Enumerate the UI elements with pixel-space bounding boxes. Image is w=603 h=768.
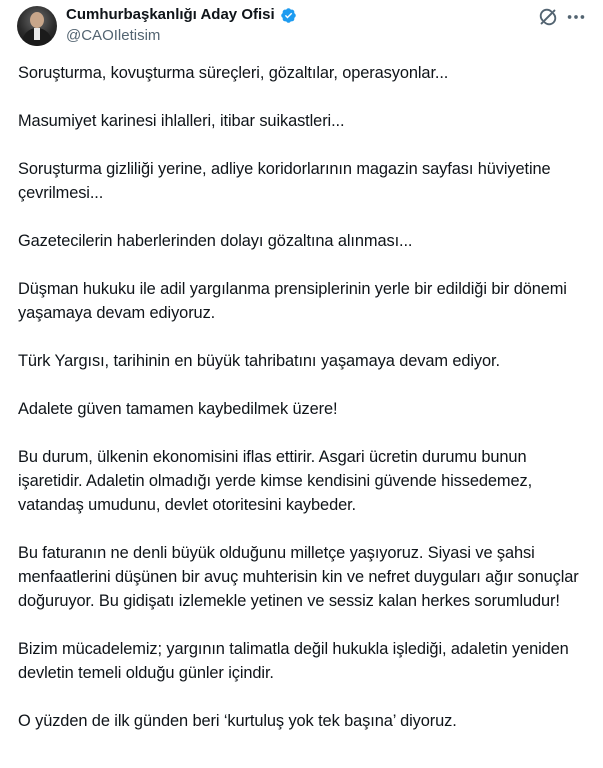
tweet-paragraph: Düşman hukuku ile adil yargılanma prensiplerinin yerle bir edildiği bir dönemi yaşamaya devam ediyoruz. xyxy=(18,280,567,322)
tweet-paragraph: Gazetecilerin haberlerinden dolayı gözaltına alınması... xyxy=(18,232,413,250)
author-handle[interactable]: @CAOIletisim xyxy=(66,27,161,44)
tweet-paragraph: Masumiyet karinesi ihlalleri, itibar suikastleri... xyxy=(18,112,345,130)
avatar[interactable] xyxy=(17,6,57,46)
grok-icon[interactable] xyxy=(537,6,559,28)
tweet-paragraph: Soruşturma gizliliği yerine, adliye koridorlarının magazin sayfası hüviyetine çevrilmesi... xyxy=(18,160,551,202)
tweet-paragraph: Bu durum, ülkenin ekonomisini iflas ettirir. Asgari ücretin durumu bunun işaretidir. Adaletin olmadığı yerde kimse kendisini güvende hissedemez, vatandaş umudunu, devlet otoritesini kaybeder. xyxy=(18,448,533,514)
tweet-paragraph: Bizim mücadelemiz; yargının talimatla değil hukukla işlediği, adaletin yeniden devletin temeli olduğu günler içindir. xyxy=(18,640,569,682)
tweet-paragraph: Türk Yargısı, tarihinin en büyük tahribatını yaşamaya devam ediyor. xyxy=(18,352,500,370)
avatar-figure-head xyxy=(30,12,44,28)
tweet-paragraph: Soruşturma, kovuşturma süreçleri, gözaltılar, operasyonlar... xyxy=(18,64,449,82)
author-display-name[interactable]: Cumhurbaşkanlığı Aday Ofisi xyxy=(66,6,275,23)
more-options-icon[interactable] xyxy=(565,6,587,28)
tweet-text xyxy=(18,61,593,733)
avatar-figure-shirt xyxy=(34,28,40,40)
verified-badge-icon xyxy=(280,7,297,24)
tweet-header xyxy=(0,0,603,56)
tweet-paragraph: O yüzden de ilk günden beri ‘kurtuluş yok tek başına’ diyoruz. xyxy=(18,712,457,730)
tweet-paragraph: Bu faturanın ne denli büyük olduğunu milletçe yaşıyoruz. Siyasi ve şahsi menfaatlerini düşünen bir avuç muhterisin kin ve nefret duyguları ağır sonuçlar doğuruyor. Bu gidişatı izlemekle yetinen ve sessiz kalan herkes sorumludur! xyxy=(18,544,579,610)
tweet-paragraph: Adalete güven tamamen kaybedilmek üzere! xyxy=(18,400,338,418)
